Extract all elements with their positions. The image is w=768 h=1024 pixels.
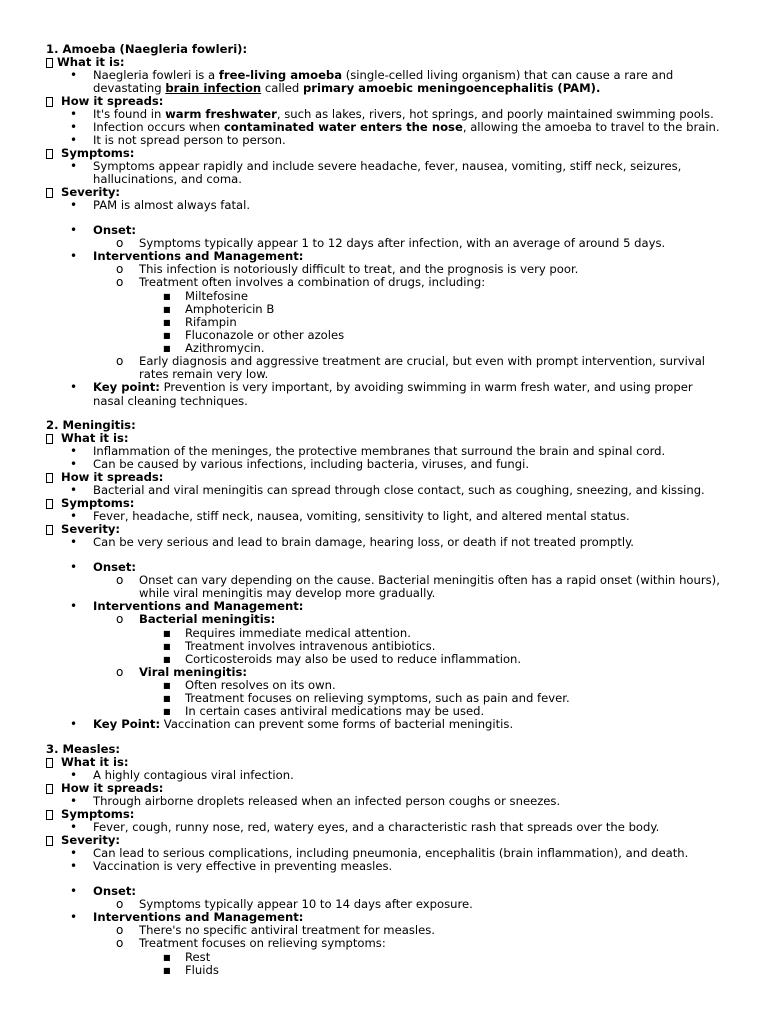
bullet-square-icon: ■ (163, 344, 171, 353)
bold-text-run: Onset: (93, 223, 137, 237)
text-run: Onset can vary depending on the cause. Bacterial meningitis often has a rapid onset (within hours), (139, 573, 720, 587)
bullet-circle-icon: o (116, 897, 124, 911)
text-run: There's no specific antiviral treatment for measles. (139, 923, 435, 937)
bullet-disc-icon: • (70, 910, 78, 924)
bullet-disc-icon: • (70, 884, 78, 898)
bold-text-run: primary amoebic meningoencephalitis (PAM). (302, 81, 601, 95)
text-run: Inflammation of the meninges, the protective membranes that surround the brain and spinal cord. (93, 444, 666, 458)
bullet-square-icon: ■ (163, 642, 171, 651)
text-run: It's found in (93, 107, 166, 121)
bold-text-run: Interventions and Management: (93, 599, 304, 613)
missing-glyph-icon (46, 809, 53, 822)
bold-text-run: Symptoms: (61, 496, 135, 510)
text-run: Vaccination is very effective in preventing measles. (93, 859, 393, 873)
bold-text-run: Severity: (61, 833, 121, 847)
bullet-disc-icon: • (70, 133, 78, 147)
bullet-circle-icon: o (116, 262, 124, 276)
text-run: Treatment often involves a combination of drugs, including: (139, 275, 486, 289)
bullet-square-icon: ■ (163, 331, 171, 340)
line-text (93, 82, 600, 95)
line-text (93, 510, 630, 523)
text-run: rates remain very low. (139, 367, 269, 381)
text-run: Azithromycin. (185, 341, 265, 355)
bullet-disc-icon: • (70, 846, 78, 860)
text-run: A highly contagious viral infection. (93, 768, 294, 782)
bullet-square-icon: ■ (163, 629, 171, 638)
text-run: , such as lakes, rivers, hot springs, and poorly maintained swimming pools. (276, 107, 714, 121)
line-text (93, 718, 513, 731)
line-text (93, 821, 659, 834)
bold-text-run: Symptoms: (61, 146, 135, 160)
bullet-disc-icon: • (70, 68, 78, 82)
text-run: Often resolves on its own. (185, 678, 336, 692)
bold-text-run: brain infection (165, 81, 262, 95)
bold-text-run: How it spreads: (61, 781, 164, 795)
bullet-disc-icon: • (70, 223, 78, 237)
missing-glyph-icon (46, 187, 53, 200)
bold-text-run: Key point: (93, 380, 160, 394)
missing-glyph-icon (46, 524, 53, 537)
text-run: Symptoms typically appear 1 to 12 days after infection, with an average of around 5 days. (139, 236, 666, 250)
text-run: while viral meningitis may develop more gradually. (139, 586, 436, 600)
text-run: called (261, 81, 303, 95)
bullet-disc-icon: • (70, 820, 78, 834)
bullet-disc-icon: • (70, 768, 78, 782)
missing-glyph-icon (46, 757, 53, 770)
bullet-circle-icon: o (116, 275, 124, 289)
text-run: Can be very serious and lead to brain damage, hearing loss, or death if not treated promptly. (93, 535, 634, 549)
line-text (93, 536, 634, 549)
text-run: Prevention is very important, by avoiding swimming in warm fresh water, and using proper (159, 380, 693, 394)
text-run: Vaccination can prevent some forms of bacterial meningitis. (160, 717, 514, 731)
bold-text-run: 2. Meningitis: (46, 418, 136, 432)
bullet-square-icon: ■ (163, 694, 171, 703)
text-run: Can be caused by various infections, including bacteria, viruses, and fungi. (93, 457, 530, 471)
bullet-disc-icon: • (70, 859, 78, 873)
text-run: PAM is almost always fatal. (93, 198, 251, 212)
bullet-disc-icon: • (70, 599, 78, 613)
text-run: , allowing the amoeba to travel to the brain. (462, 120, 720, 134)
bullet-square-icon: ■ (163, 292, 171, 301)
bullet-circle-icon: o (116, 665, 124, 679)
text-run: Through airborne droplets released when an infected person coughs or sneezes. (93, 794, 561, 808)
line-text (93, 484, 705, 497)
bullet-disc-icon: • (70, 380, 78, 394)
bullet-square-icon: ■ (163, 966, 171, 975)
missing-glyph-icon (46, 57, 53, 70)
bold-text-run: Interventions and Management: (93, 910, 304, 924)
bullet-disc-icon: • (70, 159, 78, 173)
bullet-disc-icon: • (70, 457, 78, 471)
bullet-square-icon: ■ (163, 318, 171, 327)
bullet-disc-icon: • (70, 794, 78, 808)
line-text (93, 381, 693, 394)
missing-glyph-icon (46, 783, 53, 796)
text-run: In certain cases antiviral medications may be used. (185, 704, 485, 718)
bullet-square-icon: ■ (163, 655, 171, 664)
missing-glyph-icon (46, 433, 53, 446)
bullet-square-icon: ■ (163, 305, 171, 314)
line-text (93, 199, 250, 212)
line-text (93, 885, 136, 898)
text-run: Requires immediate medical attention. (185, 626, 411, 640)
bullet-circle-icon: o (116, 612, 124, 626)
missing-glyph-icon (46, 472, 53, 485)
line-text (93, 795, 560, 808)
bullet-circle-icon: o (116, 354, 124, 368)
bold-text-run: What it is: (57, 55, 125, 69)
bold-text-run: 3. Measles: (46, 742, 121, 756)
bullet-disc-icon: • (70, 249, 78, 263)
bullet-circle-icon: o (116, 923, 124, 937)
bullet-disc-icon: • (70, 120, 78, 134)
line-text (93, 395, 248, 408)
bullet-square-icon: ■ (163, 707, 171, 716)
bold-text-run: How it spreads: (61, 470, 164, 484)
text-run: devastating (93, 81, 166, 95)
bullet-disc-icon: • (70, 483, 78, 497)
bold-text-run: 1. Amoeba (Naegleria fowleri): (46, 42, 248, 56)
text-run: Fluids (185, 963, 219, 977)
line-text (139, 613, 275, 626)
text-run: Early diagnosis and aggressive treatment are crucial, but even with prompt intervention, survival (139, 354, 706, 368)
text-run: (single-celled living organism) that can cause a rare and (342, 68, 674, 82)
text-run: Fever, cough, runny nose, red, watery eyes, and a characteristic rash that spreads over the body. (93, 820, 660, 834)
text-run: Rifampin (185, 315, 237, 329)
text-run: nasal cleaning techniques. (93, 394, 248, 408)
bold-text-run: Severity: (61, 185, 121, 199)
bullet-disc-icon: • (70, 444, 78, 458)
bold-text-run: free-living amoeba (218, 68, 343, 82)
line-text (93, 561, 136, 574)
text-run: Fluconazole or other azoles (185, 328, 345, 342)
missing-glyph-icon (46, 498, 53, 511)
text-run: Treatment involves intravenous antibiotics. (185, 639, 436, 653)
missing-glyph-icon (46, 96, 53, 109)
bullet-circle-icon: o (116, 573, 124, 587)
bold-text-run: contaminated water enters the nose (223, 120, 463, 134)
line-text (93, 224, 136, 237)
bullet-disc-icon: • (70, 717, 78, 731)
bold-text-run: Bacterial meningitis: (139, 612, 276, 626)
bullet-square-icon: ■ (163, 953, 171, 962)
bold-text-run: Interventions and Management: (93, 249, 304, 263)
line-text (139, 276, 485, 289)
text-run: Corticosteroids may also be used to reduce inflammation. (185, 652, 522, 666)
bold-text-run: Severity: (61, 522, 121, 536)
bold-text-run: What it is: (61, 431, 129, 445)
missing-glyph-icon (46, 148, 53, 161)
bullet-square-icon: ■ (163, 681, 171, 690)
bullet-disc-icon: • (70, 560, 78, 574)
text-run: Miltefosine (185, 289, 249, 303)
text-run: Treatment focuses on relieving symptoms, such as pain and fever. (185, 691, 570, 705)
missing-glyph-icon (46, 835, 53, 848)
text-run: It is not spread person to person. (93, 133, 286, 147)
bold-text-run: warm freshwater (165, 107, 277, 121)
line-text (93, 860, 392, 873)
bullet-disc-icon: • (70, 509, 78, 523)
text-run: Symptoms appear rapidly and include severe headache, fever, nausea, vomiting, stiff neck, seizures, (93, 159, 682, 173)
bold-text-run: How it spreads: (61, 94, 164, 108)
line-text (139, 937, 386, 950)
bold-text-run: Onset: (93, 884, 137, 898)
text-run: Symptoms typically appear 10 to 14 days after exposure. (139, 897, 473, 911)
text-run: Infection occurs when (93, 120, 224, 134)
bold-text-run: Symptoms: (61, 807, 135, 821)
line-text (185, 964, 219, 977)
text-run: hallucinations, and coma. (93, 172, 242, 186)
text-run: Fever, headache, stiff neck, nausea, vomiting, sensitivity to light, and altered mental status. (93, 509, 630, 523)
bullet-disc-icon: • (70, 535, 78, 549)
text-run: Bacterial and viral meningitis can spread through close contact, such as coughing, sneezing, and kissing. (93, 483, 705, 497)
bold-text-run: Onset: (93, 560, 137, 574)
text-run: Treatment focuses on relieving symptoms: (139, 936, 386, 950)
bold-text-run: What it is: (61, 755, 129, 769)
text-run: Can lead to serious complications, including pneumonia, encephalitis (brain inflammation), and death. (93, 846, 689, 860)
bullet-disc-icon: • (70, 198, 78, 212)
bullet-disc-icon: • (70, 107, 78, 121)
text-run: Rest (185, 950, 211, 964)
text-run: This infection is notoriously difficult to treat, and the prognosis is very poor. (139, 262, 579, 276)
bold-text-run: Key Point: (93, 717, 161, 731)
text-run: Naegleria fowleri is a (93, 68, 219, 82)
bullet-circle-icon: o (116, 236, 124, 250)
text-run: Amphotericin B (185, 302, 275, 316)
bold-text-run: Viral meningitis: (139, 665, 248, 679)
bullet-circle-icon: o (116, 936, 124, 950)
